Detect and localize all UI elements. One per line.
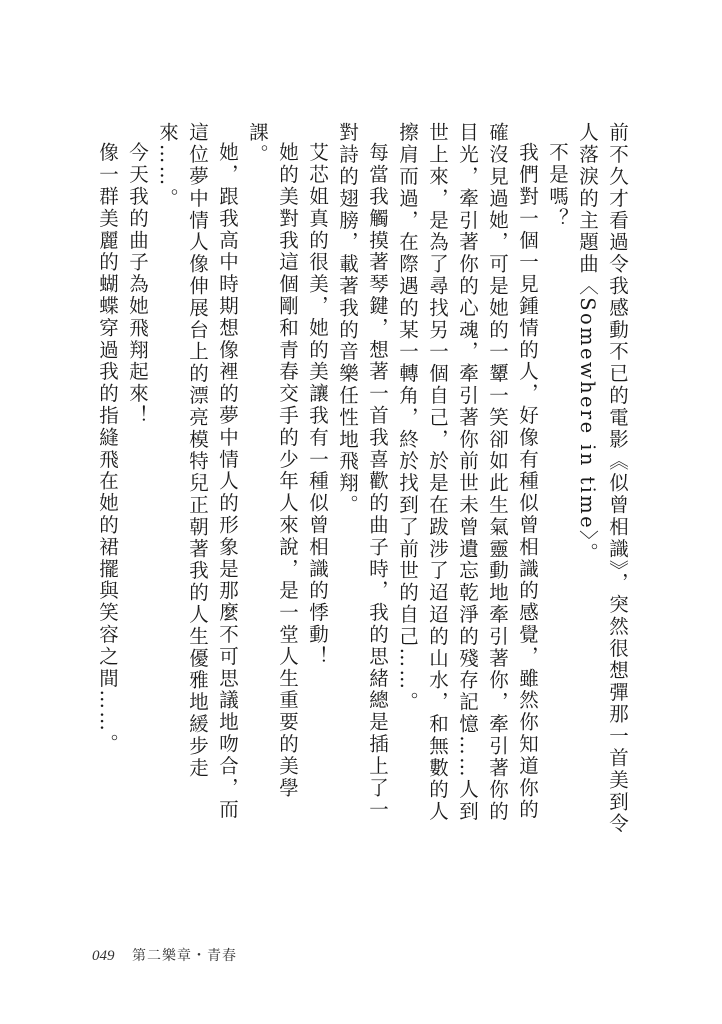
- paragraph-9: 像一群美麗的蝴蝶穿過我的指縫飛在她的裙擺與笑容之間……。: [96, 141, 119, 755]
- paragraph-7: 她，跟我高中時期想像裡的夢中情人的形象是那麼不可思議地吻合，而這位夢中情人像伸展台上的漂亮模特兒正朝著我的人生優雅地緩步走來……。: [156, 122, 239, 821]
- paragraph-8: 今天我的曲子為她飛翔起來！: [126, 141, 149, 427]
- body-text: [96, 122, 632, 842]
- chapter-title: 第二樂章・青春: [132, 949, 237, 964]
- paragraph-2: 不是嗎？: [546, 141, 569, 230]
- paragraph-6: 她的美對我這個剛和青春交手的少年人來說，是一堂人生重要的美學課。: [246, 122, 299, 799]
- page-number: 049: [92, 948, 115, 964]
- paragraph-1: 前不久才看過令我感動不已的電影《似曾相識》，突然很想彈那一首美到令人落淚的主題曲〈Somewhere in time〉。: [576, 122, 629, 835]
- paragraph-4: 每當我觸摸著琴鍵，想著一首我喜歡的曲子時，我的思緒總是插上了一對詩的翅膀，載著我的音樂任性地飛翔。: [336, 122, 389, 821]
- page-footer: [92, 945, 237, 965]
- paragraph-3: 我們對一個一見鍾情的人，好像有種似曾相識的感覺，雖然你知道你的確沒見過她，可是她的一顰一笑卻如此生氣靈動地牽引著你，牽引著你的目光，牽引著你的心魂，牽引著你前世未曾遺忘乾淨的殘存記憶……人到世上來，是為了尋找另一個自己，於是在跋涉了迢迢的山水，和無數的人擦肩而過，在際遇的某一轉角，終於找到了前世的自己……。: [396, 122, 539, 823]
- paragraph-5: 艾芯姐真的很美，她的美讓我有一種似曾相識的悸動！: [306, 141, 329, 668]
